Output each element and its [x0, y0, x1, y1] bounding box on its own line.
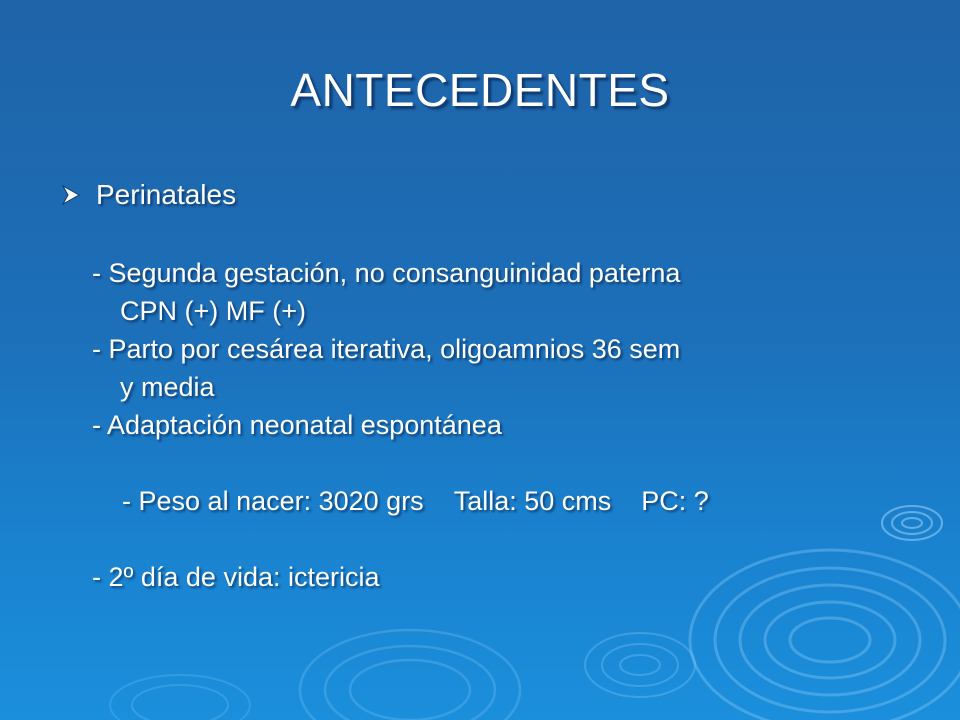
birth-weight: - Peso al nacer: 3020 grs [122, 486, 424, 516]
birth-length: Talla: 50 cms [453, 486, 612, 516]
section-heading [60, 178, 236, 212]
slide-title: ANTECEDENTES [290, 64, 670, 116]
list-item: - Segunda gestación, no consanguinidad paterna [92, 258, 681, 288]
list-item: y media [120, 372, 215, 402]
list-item: CPN (+) MF (+) [120, 296, 306, 326]
list-item [92, 444, 832, 558]
list-item: - Adaptación neonatal espontánea [92, 410, 502, 440]
list-item: - Parto por cesárea iterativa, oligoamnios 36 sem [92, 334, 681, 364]
arrow-bullet-icon [60, 184, 82, 206]
list-item: - 2º día de vida: ictericia [92, 562, 380, 592]
details-list [92, 254, 832, 596]
section-label: Perinatales [96, 179, 237, 210]
head-circumference: PC: ? [641, 486, 709, 516]
